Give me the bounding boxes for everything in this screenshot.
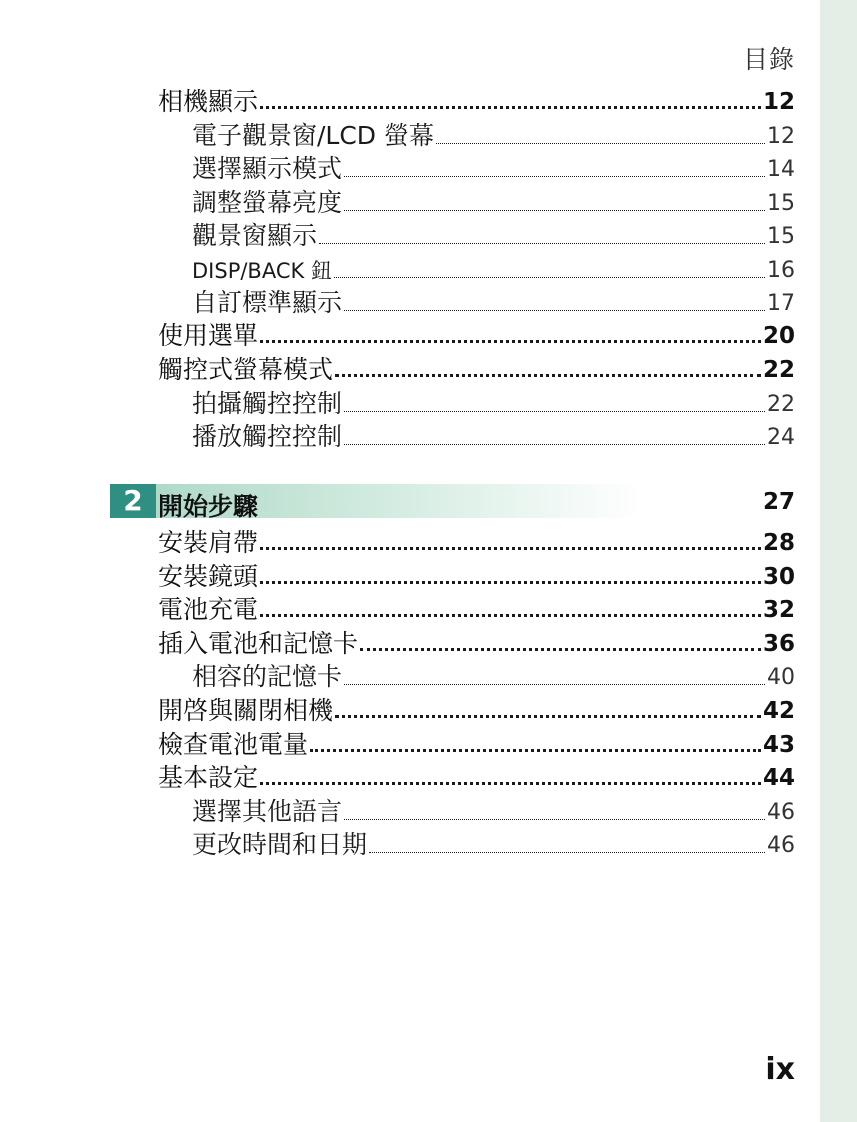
toc-entry-page: 14 [767,157,795,182]
toc-entry-label: 相容的記憶卡 [192,662,343,691]
toc-entry-label: 自訂標準顯示 [192,288,343,317]
toc-entry-touch-mode[interactable] [0,350,857,384]
toc-entry-page: 12 [762,89,795,115]
dot-leader [436,143,765,144]
toc-entry-disp-back[interactable] [0,250,857,284]
chapter-page: 27 [762,489,795,515]
dot-leader [344,819,765,820]
dot-leader [335,715,761,718]
toc-entry-label: 基本設定 [158,763,259,792]
toc-entry-page: 12 [767,124,795,149]
toc-entry-label: 觀景窗顯示 [192,221,318,250]
toc-entry-page: 40 [767,665,795,690]
dot-leader [344,684,765,685]
toc-entry-camera-display[interactable] [0,82,857,116]
chapter-title: 開始步驟 [158,492,259,521]
toc-entry-label: 使用選單 [158,321,259,350]
toc-entry-page: 15 [767,191,795,216]
toc-entry-label: 拍攝觸控控制 [192,389,343,418]
toc-entry-custom-display[interactable] [0,283,857,317]
toc-entry-page: 32 [762,597,795,623]
dot-leader [310,749,761,752]
toc-entry-page: 44 [762,765,795,791]
toc-entry-label: 選擇顯示模式 [192,154,343,183]
toc-entry-page: 24 [767,425,795,450]
toc-entry-battery-level[interactable] [0,725,857,759]
page-header-title: 目錄 [742,45,795,74]
dot-leader [260,782,761,785]
dot-leader [260,547,761,550]
page-number: ix [765,1052,795,1087]
toc-entry-page: 43 [762,732,795,758]
toc-entry-choose-language[interactable] [0,792,857,826]
toc-entry-attach-strap[interactable] [0,523,857,557]
toc-entry-page: 46 [767,800,795,825]
toc-entry-label: 檢查電池電量 [158,730,309,759]
toc-entry-label: 開啓與關閉相機 [158,696,334,725]
dot-leader [260,106,761,109]
toc-entry-label: 相機顯示 [158,87,259,116]
toc-entry-brightness[interactable] [0,183,857,217]
dot-leader [344,444,765,445]
toc-entry-page: 17 [767,291,795,316]
toc-entry-label: 電池充電 [158,595,259,624]
toc-entry-page: 15 [767,224,795,249]
dot-leader [260,340,761,343]
toc-entry-basic-setup[interactable] [0,758,857,792]
dot-leader [344,310,765,311]
dot-leader [369,852,765,853]
toc-entry-label: 調整螢幕亮度 [192,188,343,217]
toc-entry-page: 16 [767,258,795,283]
toc-entry-page: 22 [762,357,795,383]
toc-entry-page: 22 [767,392,795,417]
chapter-heading[interactable] [110,484,820,521]
dot-leader [334,277,765,278]
toc-entry-label: 更改時間和日期 [192,830,368,859]
toc-entry-insert-battery-card[interactable] [0,624,857,658]
toc-entry-charge-battery[interactable] [0,590,857,624]
toc-entry-label: 選擇其他語言 [192,797,343,826]
toc-entry-label: 電子觀景窗/LCD 螢幕 [192,121,435,150]
toc-entry-display-mode[interactable] [0,149,857,183]
dot-leader [319,243,765,244]
toc-entry-compatible-cards[interactable] [0,657,857,691]
toc-entry-evf-lcd[interactable] [0,116,857,150]
toc-entry-page: 28 [762,530,795,556]
toc-entry-page: 42 [762,698,795,724]
dot-leader [260,581,761,584]
dot-leader [260,614,761,617]
dot-leader [344,210,765,211]
toc-entry-label: 插入電池和記憶卡 [158,629,359,658]
toc-entry-change-time-date[interactable] [0,825,857,859]
toc-entry-viewfinder-display[interactable] [0,216,857,250]
dot-leader [335,374,761,377]
toc-entry-playback-touch[interactable] [0,417,857,451]
dot-leader [360,648,761,651]
toc-entry-power-on-off[interactable] [0,691,857,725]
toc-entry-label: 播放觸控控制 [192,422,343,451]
dot-leader [344,411,765,412]
toc-entry-page: 36 [762,631,795,657]
dot-leader [344,176,765,177]
toc-entry-shooting-touch[interactable] [0,384,857,418]
toc-entry-label: 安裝肩帶 [158,528,259,557]
toc-entry-label: 安裝鏡頭 [158,562,259,591]
toc-entry-label: 觸控式螢幕模式 [158,355,334,384]
toc-entry-page: 46 [767,833,795,858]
toc-entry-page: 20 [762,323,795,349]
toc-entry-using-menus[interactable] [0,316,857,350]
toc-entry-page: 30 [762,564,795,590]
toc-entry-attach-lens[interactable] [0,557,857,591]
chapter-number-badge: 2 [110,484,156,518]
toc-entry-label: DISP/BACK 鈕 [192,259,332,283]
